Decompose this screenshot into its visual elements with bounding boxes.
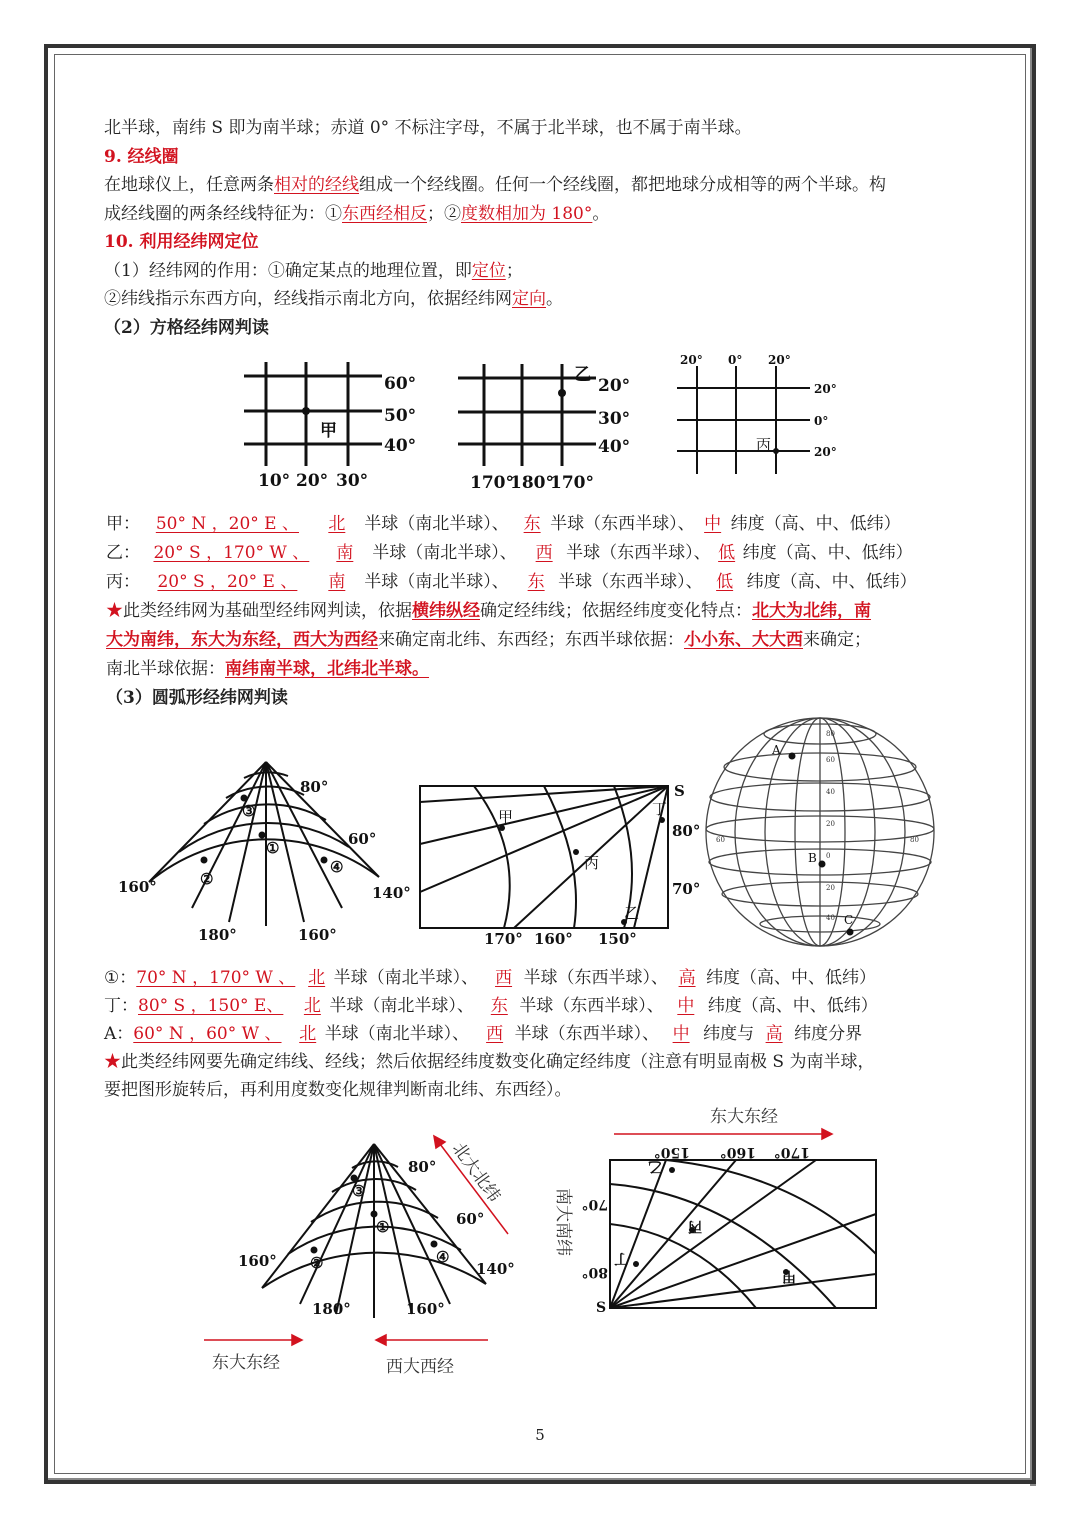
text: 半球（南北半球）、	[372, 543, 517, 563]
fan-label: 180°	[312, 1300, 351, 1318]
lat-label: 20°	[814, 382, 837, 396]
rotated-rect-diagram	[610, 1160, 876, 1308]
globe-tick: 20	[826, 820, 835, 828]
s-label: S	[596, 1300, 607, 1316]
lon-label: 170°	[470, 473, 514, 493]
rotation-figure	[196, 1104, 884, 1380]
lon-label: 170°	[773, 1144, 810, 1160]
lat-label: 60°	[384, 374, 417, 394]
fan-label: 180°	[198, 926, 237, 944]
text: ；	[505, 260, 523, 281]
point-label: 乙	[624, 904, 640, 922]
fan-label: 160°	[118, 878, 157, 896]
text: 半球（南北半球）、	[364, 572, 509, 592]
answer-label: 丁：	[104, 996, 138, 1016]
answer-zone: 低	[716, 572, 734, 592]
fan-diagram	[149, 762, 379, 926]
page-content	[104, 114, 984, 342]
text: 此类经纬网要先确定纬线、经线；然后依据经纬度数变化确定经纬度（注意有明显南极 S 为南半球，	[121, 1052, 875, 1072]
point-yi	[558, 389, 566, 397]
lon-label: 160°	[719, 1144, 756, 1160]
star-icon: ★	[104, 1052, 121, 1072]
answer-zone-2: 高	[765, 1024, 783, 1044]
point-label: ①	[266, 839, 280, 857]
text: 此类经纬网为基础型经纬网判读，依据	[123, 601, 412, 621]
point-label: ③	[242, 802, 256, 820]
east-big-label: 东大东经	[710, 1107, 778, 1127]
point-label: ④	[436, 1248, 450, 1266]
text: 半球（南北半球）、	[333, 968, 479, 988]
fan-label: 160°	[406, 1300, 445, 1318]
answer-label: A：	[104, 1024, 134, 1044]
answer-coord: 60° N ，60° W 、	[133, 1024, 282, 1044]
answer-label: ①：	[104, 968, 137, 988]
point-label: ②	[310, 1254, 324, 1272]
text: 半球（东西半球）、	[519, 996, 664, 1016]
key-phrase: 南纬南半球，北纬北半球。	[225, 659, 429, 679]
subsection-grid-title: （2）方格经纬网判读	[104, 317, 269, 338]
lon-label: 170°	[484, 930, 523, 948]
globe-tick: 80	[910, 836, 919, 844]
text: 纬度（高、中、低纬）	[706, 968, 877, 988]
answer-zone: 高	[678, 968, 696, 988]
south-big-label: 南大南纬	[553, 1188, 573, 1256]
text: 来确定；	[803, 630, 871, 650]
grid-graticule-figure	[222, 346, 854, 500]
answer-row-a	[104, 1020, 984, 1048]
point-label: 丙	[756, 436, 772, 454]
east-big-label: 东大东经	[212, 1353, 280, 1373]
text: 。	[592, 203, 610, 224]
answer-ew: 东	[490, 996, 508, 1016]
text: ②纬线指示东西方向，经线指示南北方向，依据经纬网	[104, 289, 512, 309]
section-9-para-2	[104, 200, 984, 229]
answer-zone: 中	[704, 514, 722, 534]
text: 纬度（高、中、低纬）	[730, 514, 901, 534]
text: 纬度（高、中、低纬）	[746, 572, 917, 592]
point-label: 甲	[498, 808, 514, 826]
fan-label: 140°	[372, 884, 411, 902]
text: 纬度与	[703, 1024, 755, 1044]
text: ；②	[427, 203, 461, 224]
text: 南北半球依据：	[106, 659, 225, 679]
globe-tick: 60	[826, 756, 835, 764]
point-label: ④	[330, 858, 344, 876]
text: 半球（东西半球）、	[523, 968, 669, 988]
globe-tick: 20	[826, 884, 835, 892]
tip-1-line-3	[106, 655, 986, 684]
answer-zone: 中	[672, 1024, 690, 1044]
answer-zone: 中	[677, 996, 695, 1016]
answer-ns: 南	[336, 543, 354, 563]
lat-label: 20°	[598, 376, 631, 396]
globe-tick: 40	[826, 914, 835, 922]
answer-ns: 北	[308, 968, 326, 988]
text: 。	[546, 289, 563, 309]
point-label: ①	[376, 1218, 390, 1236]
answer-ns: 北	[299, 1024, 317, 1044]
point-jia	[302, 407, 310, 415]
answer-label: 乙：	[106, 543, 140, 563]
answer-ew: 西	[486, 1024, 504, 1044]
lat-label: 40°	[598, 437, 631, 457]
text: 组成一个经线圈。任何一个经线圈，都把地球分成相等的两个半球。构	[359, 175, 886, 195]
answer-ns: 南	[328, 572, 346, 592]
text: 确定经纬线；依据经纬度变化特点：	[480, 601, 752, 621]
answer-row-1	[104, 964, 984, 992]
answer-ew: 东	[523, 514, 541, 534]
fan-label: 60°	[456, 1210, 485, 1228]
text: 成经线圈的两条经线特征为：①	[104, 203, 342, 224]
answer-row-bing	[106, 568, 986, 597]
text: 来确定南北纬、东西经；东西半球依据：	[378, 630, 684, 650]
section-10-title: 10. 利用经纬网定位	[104, 232, 259, 252]
lon-label: 30°	[336, 471, 369, 491]
answer-coord: 70° N ，170° W 、	[136, 968, 296, 988]
point-label: 丙	[688, 1218, 702, 1234]
lon-label: 20°	[296, 471, 329, 491]
answer-ns: 北	[328, 514, 346, 534]
globe-tick: 40	[826, 788, 835, 796]
answer-label: 丙：	[106, 572, 140, 592]
answer-ew: 西	[495, 968, 513, 988]
lat-label: 70°	[672, 880, 701, 898]
answer-coord: 80° S ，150° E、	[138, 996, 284, 1016]
answer-blank: 定位	[471, 260, 506, 281]
globe-tick: 80	[826, 730, 835, 738]
fan-diagram	[262, 1144, 486, 1318]
text: 半球（南北半球）、	[364, 514, 509, 534]
fan-label: 80°	[408, 1158, 437, 1176]
point-label: 乙	[648, 1158, 662, 1174]
lon-label: 180°	[510, 473, 554, 493]
answer-coord: 50° N ，20° E 、	[155, 514, 299, 534]
answer-row-ding	[104, 992, 984, 1020]
fan-label: 160°	[238, 1252, 277, 1270]
lon-label: 160°	[534, 930, 573, 948]
answer-row-jia	[106, 510, 986, 539]
lon-label: 170°	[550, 473, 594, 493]
lat-label: 40°	[384, 436, 417, 456]
point-label: 丁	[652, 800, 668, 818]
text: 半球（东西半球）、	[514, 1024, 660, 1044]
lat-label: 30°	[598, 409, 631, 429]
point-label: C	[844, 913, 854, 927]
answer-label: 甲：	[106, 514, 140, 534]
text: 半球（南北半球）、	[324, 1024, 470, 1044]
text: 半球（东西半球）、	[566, 543, 711, 563]
lon-label: 0°	[728, 353, 743, 367]
point-label: A	[772, 743, 781, 757]
answer-blank: 度数相加为 180°	[461, 203, 593, 224]
key-phrase: 横纬纵经	[412, 601, 480, 621]
arc-answers	[104, 964, 984, 1104]
s-label: S	[674, 782, 685, 800]
text: 半球（东西半球）、	[558, 572, 703, 592]
fan-label: 140°	[476, 1260, 515, 1278]
tip-1-line-2	[106, 626, 986, 655]
globe-diagram	[706, 718, 934, 946]
text: 在地球仪上，任意两条	[104, 175, 274, 195]
answer-ew: 东	[527, 572, 545, 592]
answer-blank: 定向	[512, 289, 546, 309]
point-bing	[773, 448, 779, 454]
answer-ns: 北	[303, 996, 321, 1016]
key-phrase: 小小东、大大西	[684, 630, 803, 650]
answer-ew: 西	[535, 543, 553, 563]
point-label: 甲	[320, 421, 337, 441]
text: （1）经纬网的作用：①确定某点的地理位置，即	[104, 260, 472, 281]
point-label: 甲	[782, 1268, 796, 1284]
grid-answers	[106, 510, 986, 713]
page-number: 5	[535, 1426, 545, 1444]
point-label: 乙	[574, 365, 591, 385]
text: 纬度（高、中、低纬）	[707, 996, 878, 1016]
fan-label: 60°	[348, 830, 377, 848]
key-phrase: 北大为北纬，南	[752, 601, 871, 621]
fan-label: 80°	[300, 778, 329, 796]
west-big-label: 西大西经	[386, 1357, 454, 1377]
answer-blank: 东西经相反	[342, 203, 427, 224]
section-10-line-2	[104, 285, 984, 314]
north-big-label: 北大北纬	[447, 1139, 505, 1206]
key-phrase: 大为南纬，东大为东经，西大为西经	[106, 630, 378, 650]
globe-tick: 0	[826, 852, 831, 860]
lon-label: 10°	[258, 471, 291, 491]
text: 半球（南北半球）、	[329, 996, 474, 1016]
answer-zone: 低	[718, 543, 736, 563]
point-label: ②	[200, 870, 214, 888]
text: 纬度（高、中、低纬）	[742, 543, 913, 563]
lat-label: 80°	[672, 822, 701, 840]
star-icon: ★	[106, 601, 123, 621]
lon-label: 150°	[598, 930, 637, 948]
lat-label: 70°	[581, 1196, 608, 1212]
tip-2-line-2: 要把图形旋转后，再利用度数变化规律判断南北纬、东西经）。	[104, 1080, 572, 1100]
section-9-title: 9. 经线圈	[104, 146, 179, 167]
lat-label: 0°	[814, 414, 829, 428]
text: 纬度分界	[794, 1024, 863, 1044]
point-label: B	[808, 851, 817, 865]
lat-label: 20°	[814, 445, 837, 459]
point-label: ③	[352, 1182, 366, 1200]
lat-label: 50°	[384, 406, 417, 426]
answer-coord: 20° S ，20° E 、	[157, 572, 298, 592]
answer-blank: 相对的经线	[274, 175, 359, 195]
text: 半球（东西半球）、	[550, 514, 695, 534]
subsection-arc-title: （3）圆弧形经纬网判读	[106, 688, 288, 708]
section-9-para-1	[104, 171, 984, 200]
lon-label: 20°	[768, 353, 791, 367]
fan-label: 160°	[298, 926, 337, 944]
answer-coord: 20° S ，170° W 、	[153, 543, 310, 563]
answer-row-yi	[106, 539, 986, 568]
tip-1-line-1	[106, 597, 986, 626]
point-label: 丁	[614, 1250, 628, 1266]
section-10-line-1	[104, 257, 984, 286]
lon-label: 20°	[680, 353, 703, 367]
point-label: 丙	[584, 854, 600, 872]
arc-graticule-figure	[104, 712, 944, 952]
globe-tick: 60	[716, 836, 725, 844]
top-line: 北半球，南纬 S 即为南半球；赤道 0° 不标注字母，不属于北半球，也不属于南半球。	[104, 118, 752, 138]
tip-2-line-1	[104, 1048, 984, 1076]
lon-label: 150°	[653, 1144, 690, 1160]
lat-label: 80°	[581, 1264, 608, 1280]
